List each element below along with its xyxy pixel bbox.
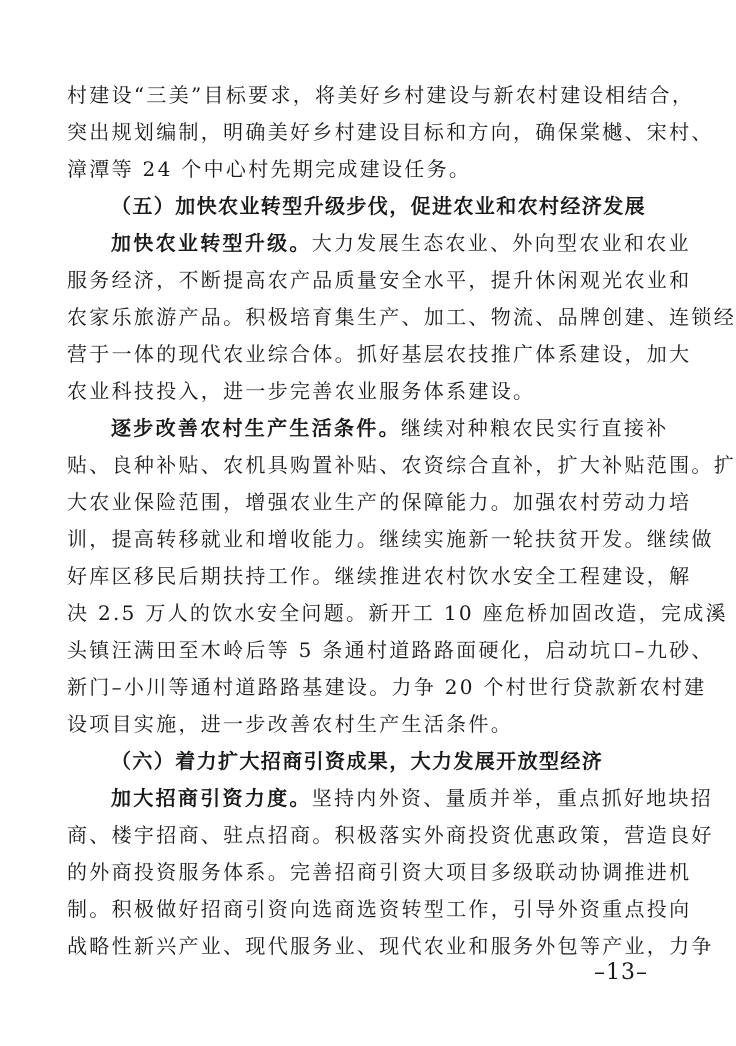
text-line	[67, 521, 714, 558]
text-line	[67, 706, 653, 743]
line-text: 训，提高转移就业和增收能力。继续实施新一轮扶贫开发。继续做	[67, 527, 714, 551]
line-text: （六）着力扩大招商引资成果，大力发展开放型经济	[111, 749, 604, 773]
text-line	[67, 632, 714, 669]
line-text: 决 2.5 万人的饮水安全问题。新开工 10 座危桥加固改造，完成溪	[67, 601, 728, 625]
text-line	[67, 891, 692, 928]
line-text: （五）加快农业转型升级步伐，促进农业和农村经济发展	[111, 194, 646, 218]
line-text: 突出规划编制，明确美好乡村建设目标和方向，确保棠樾、宋村、	[67, 120, 714, 144]
text-line	[67, 447, 736, 484]
text-line	[67, 410, 669, 447]
line-text: 贴、良种补贴、农机具购置补贴、农资综合直补，扩大补贴范围。扩	[67, 453, 736, 477]
section-heading	[67, 188, 653, 225]
text-line	[67, 225, 691, 262]
line-text: 大农业保险范围，增强农业生产的保障能力。加强农村劳动力培	[67, 490, 692, 514]
text-line	[67, 928, 714, 965]
text-line	[67, 373, 653, 410]
page-number: –13–	[594, 960, 648, 985]
section-heading	[67, 743, 653, 780]
text-line	[67, 262, 692, 299]
line-text: 继续对种粮农民实行直接补	[400, 416, 669, 440]
line-text: 设项目实施，进一步改善农村生产生活条件。	[67, 712, 513, 736]
text-line	[67, 558, 692, 595]
text-line	[67, 77, 695, 114]
text-line	[67, 854, 692, 891]
paragraph-lead: 加大招商引资力度。	[111, 786, 312, 810]
text-line	[67, 780, 714, 817]
paragraph-lead: 加快农业转型升级。	[111, 231, 312, 255]
text-line	[67, 669, 707, 706]
line-text: 坚持内外资、量质并举，重点抓好地块招	[311, 786, 714, 810]
line-text: 营于一体的现代农业综合体。抓好基层农技推广体系建设，加大	[67, 342, 692, 366]
text-line	[67, 151, 653, 188]
line-text: 大力发展生态农业、外向型农业和农业	[311, 231, 691, 255]
paragraph-lead: 逐步改善农村生产生活条件。	[111, 416, 401, 440]
text-line	[67, 817, 714, 854]
line-text: 头镇汪满田至木岭后等 5 条通村道路路面硬化，启动坑口–九砂、	[67, 638, 714, 662]
text-line	[67, 484, 692, 521]
line-text: 好库区移民后期扶持工作。继续推进农村饮水安全工程建设，解	[67, 564, 692, 588]
line-text: 农家乐旅游产品。积极培育集生产、加工、物流、品牌创建、连锁经	[67, 305, 736, 329]
line-text: 服务经济，不断提高农产品质量安全水平，提升休闲观光农业和	[67, 268, 692, 292]
line-text: 村建设“三美”目标要求，将美好乡村建设与新农村建设相结合，	[67, 83, 695, 107]
line-text: 商、楼宇招商、驻点招商。积极落实外商投资优惠政策，营造良好	[67, 823, 714, 847]
line-text: 新门–小川等通村道路路基建设。力争 20 个村世行贷款新农村建	[67, 675, 707, 699]
line-text: 战略性新兴产业、现代服务业、现代农业和服务外包等产业，力争	[67, 934, 714, 958]
text-line	[67, 595, 728, 632]
line-text: 的外商投资服务体系。完善招商引资大项目多级联动协调推进机	[67, 860, 692, 884]
line-text: 漳潭等 24 个中心村先期完成建设任务。	[67, 157, 472, 181]
text-line	[67, 114, 714, 151]
line-text: 农业科技投入，进一步完善农业服务体系建设。	[67, 379, 536, 403]
document-body	[67, 77, 736, 965]
line-text: 制。积极做好招商引资向选商选资转型工作，引导外资重点投向	[67, 897, 692, 921]
text-line	[67, 299, 736, 336]
text-line	[67, 336, 692, 373]
